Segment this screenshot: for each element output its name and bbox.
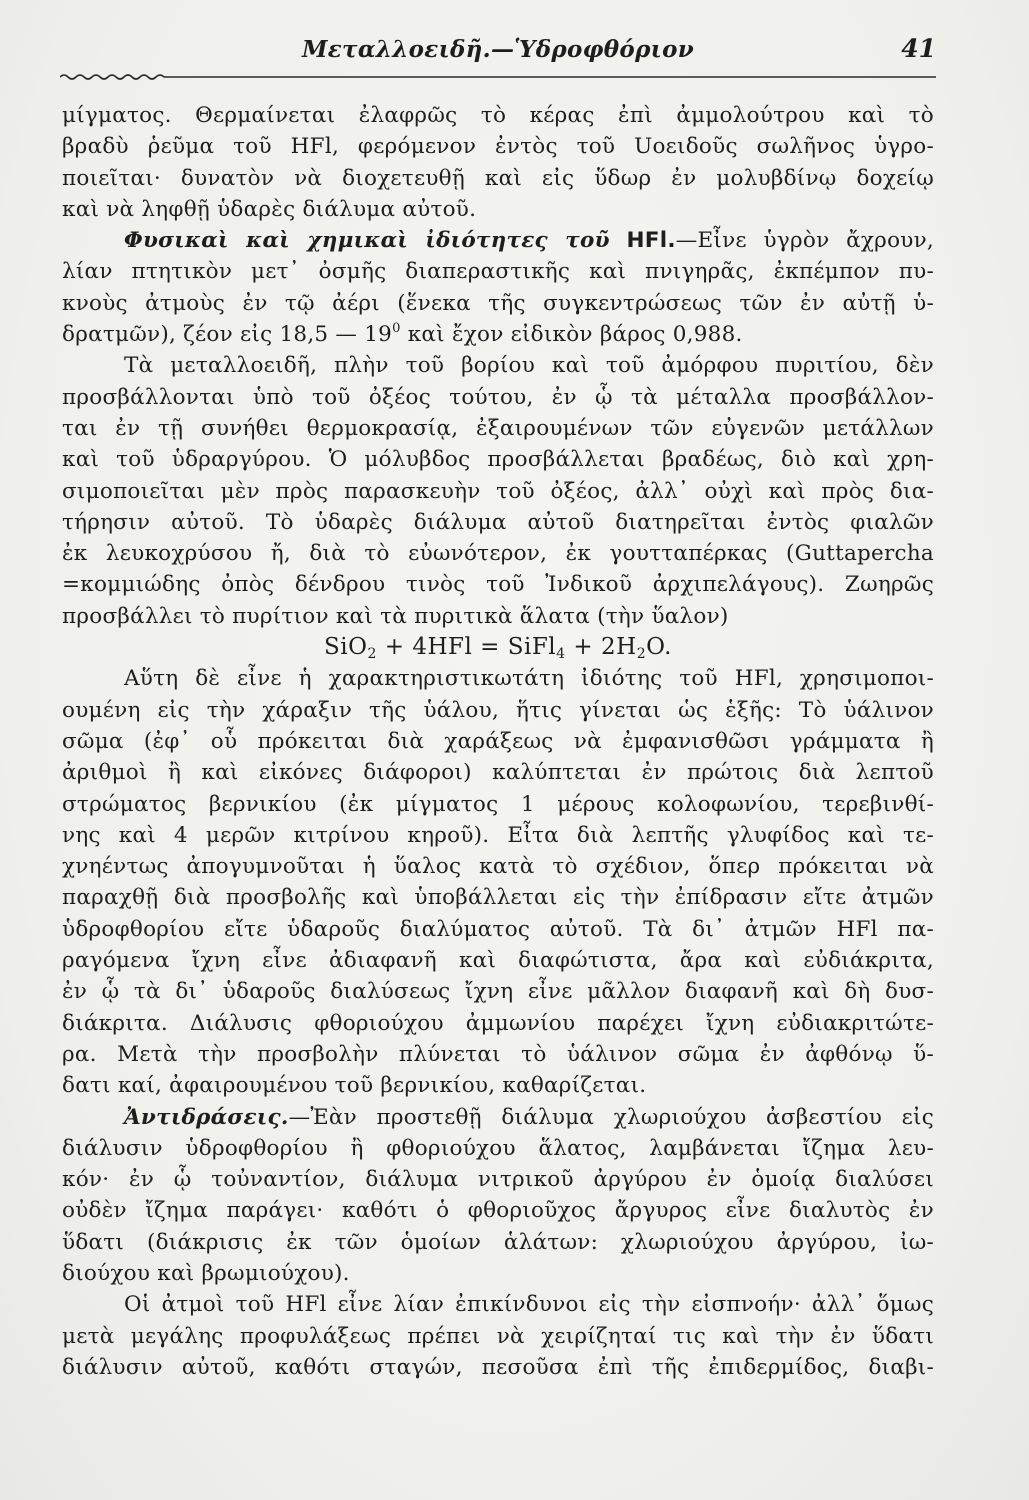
- text-line: διούχου καὶ βρωμιούχου).: [62, 1260, 350, 1286]
- running-title: Μεταλλοειδῆ.—Ὑδροφθόριον: [302, 36, 694, 63]
- text-line: καὶ τοῦ ὑδραργύρου. Ὁ μόλυβδος προσβάλλεται βραδέως, διὸ καὶ χρη-: [62, 447, 934, 473]
- text-line: ἐν ᾧ τὰ δι᾽ ὑδαροῦς διαλύσεως ἴχνη εἶνε μᾶλλον διαφανῆ καὶ δὴ δυσ-: [62, 979, 934, 1005]
- text-line: Τὰ μεταλλοειδῆ, πλὴν τοῦ βορίου καὶ τοῦ ἀμόρφου πυριτίου, δὲν: [124, 353, 934, 379]
- text-line: ρα. Μετὰ τὴν προσβολὴν πλύνεται τὸ ὑάλινον σῶμα ἐν ἀφθόνῳ ὕ-: [62, 1041, 934, 1067]
- section-heading-physical: Φυσικαὶ καὶ χημικαὶ ἰδιότητες τοῦ: [124, 228, 610, 254]
- text-line: κόν· ἐν ᾧ τοὐναντίον, διάλυμα νιτρικοῦ ἀργύρου ἐν ὁμοίᾳ διαλύσει: [62, 1167, 934, 1193]
- text-line: προσβάλλει τὸ πυρίτιον καὶ τὰ πυριτικὰ ἅλατα (τὴν ὕαλον): [62, 603, 729, 629]
- text-line: κνοὺς ἀτμοὺς ἐν τῷ ἀέρι (ἕνεκα τῆς συγκεντρώσεως τῶν ἐν αὐτῇ ὑ-: [62, 290, 934, 316]
- text-fragment: δρατμῶν), ζέον εἰς 18,5 — 19: [62, 322, 393, 348]
- section-heading-line: [62, 225, 934, 256]
- text-line: λίαν πτητικὸν μετ᾽ ὀσμῆς διαπεραστικῆς καὶ πνιγηρᾶς, ἐκπέμπον πυ-: [62, 259, 934, 285]
- text-line: βραδὺ ῥεῦμα τοῦ HFl, φερόμενον ἐντὸς τοῦ Uοειδοῦς σωλῆνος ὑγρο-: [62, 134, 934, 160]
- body-text: [62, 100, 934, 1383]
- formula-part: + 4HFl = SiFl: [376, 634, 557, 661]
- text-line: παραχθῇ διὰ προσβολῆς καὶ ὑποβάλλεται εἰς τὴν ἐπίδρασιν εἴτε ἀτμῶν: [62, 885, 934, 911]
- section-heading-line: [62, 1102, 934, 1133]
- text-line: Οἱ ἀτμοὶ τοῦ HFl εἶνε λίαν ἐπικίνδυνοι εἰς τὴν εἰσπνοήν· ἀλλ᾽ ὅμως: [124, 1292, 934, 1318]
- text-line: νης καὶ 4 μερῶν κιτρίνου κηροῦ). Εἶτα διὰ λεπτῆς γλυφίδος καὶ τε-: [62, 822, 934, 848]
- text-fragment: —Ἐὰν προστεθῇ διάλυμα χλωριούχου ἀσβεστίου εἰς: [288, 1104, 934, 1130]
- text-line: ραγόμενα ἴχνη εἶνε ἀδιαφανῆ καὶ διαφώτιστα, ἄρα καὶ εὐδιάκριτα,: [62, 948, 934, 974]
- text-line: διάκριτα. Διάλυσις φθοριούχου ἀμμωνίου παρέχει ἴχνη εὐδιακριτώτε-: [62, 1010, 934, 1036]
- text-fragment: καὶ ἔχον εἰδικὸν βάρος 0,988.: [400, 322, 743, 348]
- text-line: καὶ νὰ ληφθῇ ὑδαρὲς διάλυμα αὐτοῦ.: [62, 196, 477, 222]
- text-line: ουμένη εἰς τὴν χάραξιν τῆς ὑάλου, ἥτις γίνεται ὡς ἑξῆς: Τὸ ὑάλινον: [62, 697, 934, 723]
- text-line-boiling: [62, 319, 934, 350]
- formula-subscript: 2: [367, 646, 377, 663]
- text-line: Αὕτη δὲ εἶνε ἡ χαρακτηριστικωτάτη ἰδιότης τοῦ HFl, χρησιμοποι-: [124, 666, 934, 692]
- text-line: διάλυσιν αὐτοῦ, καθότι σταγών, πεσοῦσα ἐπὶ τῆς ἐπιδερμίδος, διαβι-: [62, 1354, 934, 1380]
- text-line: διάλυσιν ὑδροφθορίου ἢ φθοριούχου ἅλατος, λαμβάνεται ἴζημα λευ-: [62, 1135, 934, 1161]
- section-heading-reactions: Ἀντιδράσεις.: [124, 1104, 289, 1130]
- section-heading-formula: HFl.: [626, 228, 676, 254]
- formula-part: O.: [646, 634, 672, 661]
- text-line: προσβάλλονται ὑπὸ τοῦ ὀξέος τούτου, ἐν ᾧ τὰ μέταλλα προσβάλλον-: [62, 384, 934, 410]
- text-line: χνηέντως ἀπογυμνοῦται ἡ ὕαλος κατὰ τὸ σχέδιον, ὅπερ πρόκειται νὰ: [62, 854, 934, 880]
- text-line: τήρησιν αὐτοῦ. Τὸ ὑδαρὲς διάλυμα αὐτοῦ διατηρεῖται ἐντὸς φιαλῶν: [62, 509, 934, 535]
- text-line: μετὰ μεγάλης προφυλάξεως πρέπει νὰ χειρίζηταί τις καὶ τὴν ἐν ὕδατι: [62, 1323, 934, 1349]
- formula-part: + 2H: [565, 634, 637, 661]
- running-head: [62, 34, 934, 70]
- header-rule: [60, 70, 936, 84]
- text-line: οὐδὲν ἴζημα παράγει· καθότι ὁ φθοριοῦχος ἄργυρος εἶνε διαλυτὸς ἐν: [62, 1198, 934, 1224]
- text-line: σῶμα (ἐφ᾽ οὗ πρόκειται διὰ χαράξεως νὰ ἐμφανισθῶσι γράμματα ἢ: [62, 728, 934, 754]
- formula-part: SiO: [324, 634, 368, 661]
- text-line: ὕδατι (διάκρισις ἐκ τῶν ὁμοίων ἁλάτων: χλωριούχου ἀργύρου, ἰω-: [62, 1229, 934, 1255]
- formula-subscript: 4: [556, 646, 566, 663]
- text-line: στρώματος βερνικίου (ἐκ μίγματος 1 μέρους κολοφωνίου, τερεβινθί-: [62, 791, 934, 817]
- text-line: σιμοποιεῖται μὲν πρὸς παρασκευὴν τοῦ ὀξέος, ἀλλ᾽ οὐχὶ καὶ πρὸς δια-: [62, 478, 934, 504]
- text-line: ἀριθμοὶ ἢ καὶ εἰκόνες διάφοροι) καλύπτεται ἐν πρώτοις διὰ λεπτοῦ: [62, 760, 934, 786]
- chemical-equation: [62, 632, 934, 663]
- degree-mark: 0: [392, 321, 401, 337]
- text-fragment: —Εἶνε ὑγρὸν ἄχρουν,: [675, 228, 934, 254]
- text-line: μίγματος. Θερμαίνεται ἐλαφρῶς τὸ κέρας ἐπὶ ἀμμολούτρου καὶ τὸ: [62, 103, 934, 128]
- text-line: =κομμιώδης ὀπὸς δένδρου τινὸς τοῦ Ἰνδικοῦ ἀρχιπελάγους). Ζωηρῶς: [62, 572, 934, 598]
- text-line: δατι καί, ἀφαιρουμένου τοῦ βερνικίου, καθαρίζεται.: [62, 1073, 647, 1099]
- text-line: ται ἐν τῇ συνήθει θερμοκρασίᾳ, ἐξαιρουμένων τῶν εὐγενῶν μετάλλων: [62, 415, 934, 441]
- page-number: 41: [901, 34, 936, 63]
- text-line: ἐκ λευκοχρύσου ἤ, διὰ τὸ εὐωνότερον, ἐκ γουτταπέρκας (Guttapercha: [62, 541, 934, 567]
- formula-subscript: 2: [636, 646, 647, 663]
- text-line: ὑδροφθορίου εἴτε ὑδαροῦς διαλύματος αὐτοῦ. Τὰ δι᾽ ἀτμῶν HFl πα-: [62, 916, 934, 942]
- text-line: ποιεῖται· δυνατὸν νὰ διοχετευθῇ καὶ εἰς ὕδωρ ἐν μολυβδίνῳ δοχείῳ: [62, 165, 934, 191]
